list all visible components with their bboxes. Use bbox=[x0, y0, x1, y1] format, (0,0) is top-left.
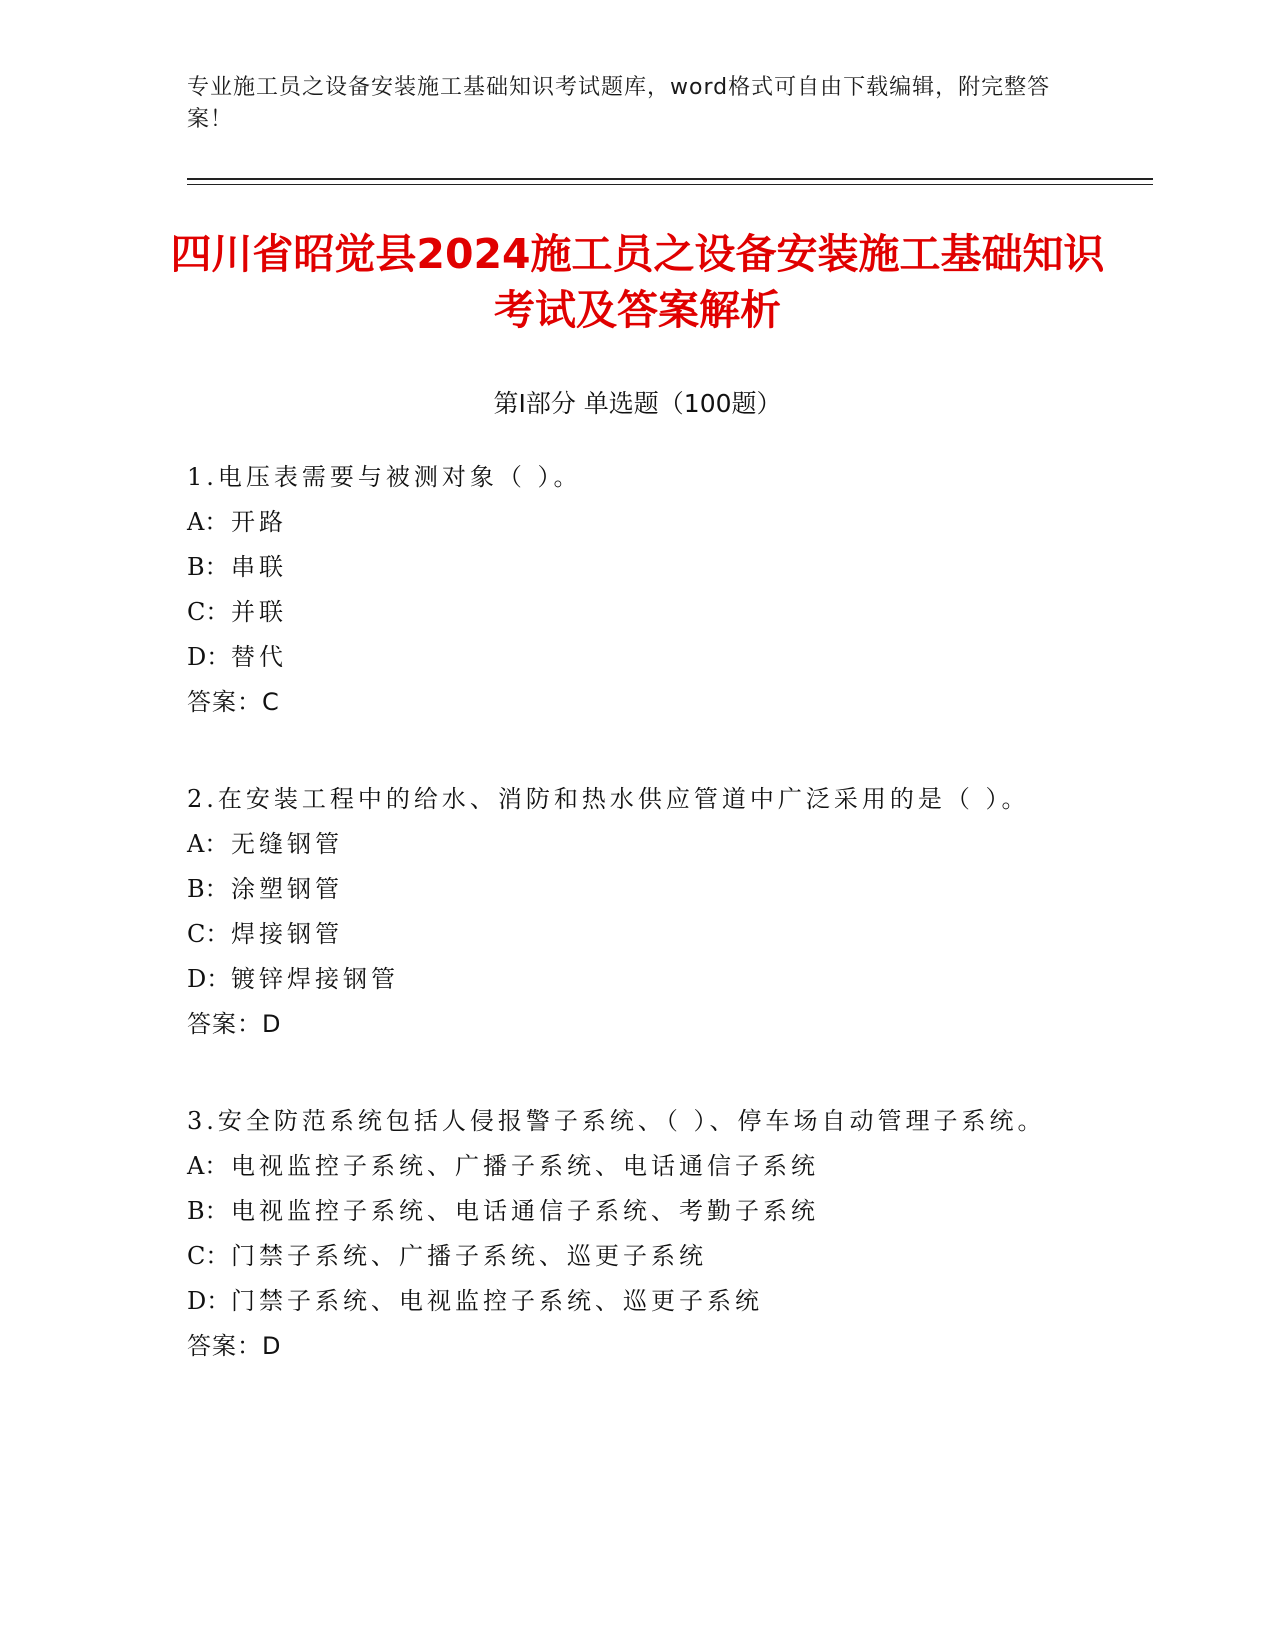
option-text: 电视监控子系统、电话通信子系统、考勤子系统 bbox=[231, 1197, 819, 1225]
option-key: C： bbox=[187, 598, 230, 626]
option-text: 无缝钢管 bbox=[231, 830, 343, 858]
option-text: 门禁子系统、电视监控子系统、巡更子系统 bbox=[231, 1287, 763, 1315]
option-key: C： bbox=[187, 920, 230, 948]
option-c bbox=[187, 912, 1087, 957]
document-title: 四川省昭觉县2024施工员之设备安装施工基础知识考试及答案解析 bbox=[170, 230, 1105, 334]
option-text: 替代 bbox=[231, 643, 287, 671]
option-key: D： bbox=[187, 1287, 231, 1315]
question-stem: 2.在安装工程中的给水、消防和热水供应管道中广泛采用的是（ ）。 bbox=[187, 785, 1030, 813]
option-key: C： bbox=[187, 1242, 230, 1270]
option-key: B： bbox=[187, 1197, 229, 1225]
option-b bbox=[187, 545, 1087, 590]
option-c bbox=[187, 590, 1087, 635]
option-text: 开路 bbox=[231, 508, 287, 536]
option-b bbox=[187, 1189, 1077, 1234]
option-d bbox=[187, 957, 1087, 1002]
option-a bbox=[187, 1144, 1077, 1189]
header-note: 专业施工员之设备安装施工基础知识考试题库，word格式可自由下载编辑，附完整答案！ bbox=[187, 75, 1051, 132]
option-c bbox=[187, 1234, 1077, 1279]
option-a bbox=[187, 822, 1087, 867]
option-text: 串联 bbox=[231, 553, 287, 581]
option-text: 涂塑钢管 bbox=[231, 875, 343, 903]
option-d bbox=[187, 635, 1087, 680]
option-text: 并联 bbox=[231, 598, 287, 626]
option-key: D： bbox=[187, 643, 231, 671]
option-key: D： bbox=[187, 965, 231, 993]
option-text: 镀锌焊接钢管 bbox=[231, 965, 399, 993]
section-title: 第Ⅰ部分 单选题（100题） bbox=[493, 389, 782, 418]
option-key: A： bbox=[187, 508, 229, 536]
question-stem: 3.安全防范系统包括人侵报警子系统、（ ）、停车场自动管理子系统。 bbox=[187, 1107, 1046, 1135]
option-d bbox=[187, 1279, 1077, 1324]
option-text: 焊接钢管 bbox=[231, 920, 343, 948]
option-text: 门禁子系统、广播子系统、巡更子系统 bbox=[231, 1242, 707, 1270]
option-key: B： bbox=[187, 875, 229, 903]
option-key: A： bbox=[187, 830, 229, 858]
question-stem: 1.电压表需要与被测对象（ ）。 bbox=[187, 463, 582, 491]
answer: 答案：D bbox=[187, 1010, 282, 1038]
question-1 bbox=[187, 454, 1087, 725]
option-a bbox=[187, 500, 1087, 545]
option-text: 电视监控子系统、广播子系统、电话通信子系统 bbox=[231, 1152, 819, 1180]
answer: 答案：D bbox=[187, 1332, 282, 1360]
option-b bbox=[187, 867, 1087, 912]
option-key: B： bbox=[187, 553, 229, 581]
header-divider-thin bbox=[187, 184, 1153, 185]
question-3 bbox=[187, 1098, 1077, 1369]
header-divider-thick bbox=[187, 178, 1153, 180]
option-key: A： bbox=[187, 1152, 229, 1180]
answer: 答案：C bbox=[187, 688, 280, 716]
question-2 bbox=[187, 776, 1087, 1047]
